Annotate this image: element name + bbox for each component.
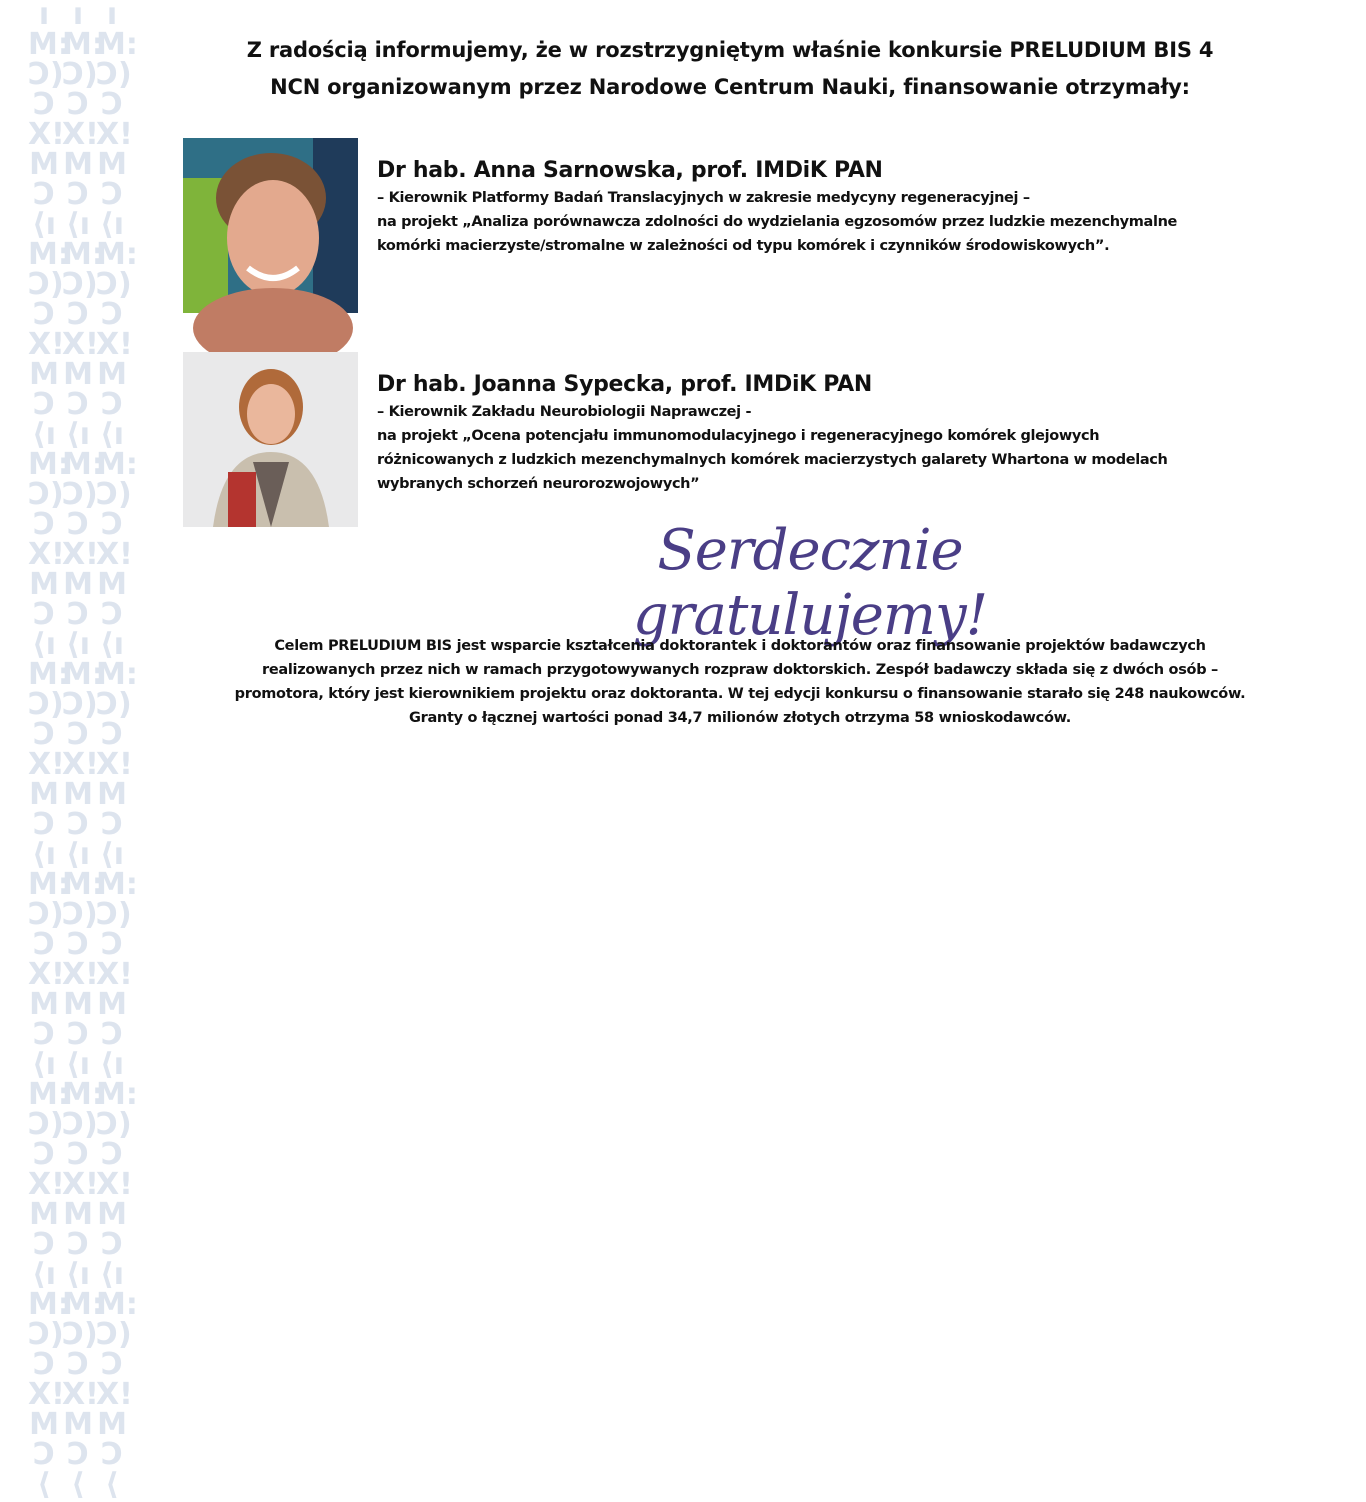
- program-description: [160, 634, 1320, 730]
- project-line: komórki macierzyste/stromalne w zależności od typu komórek i czynników środowiskowych”.: [377, 238, 1110, 254]
- awardee-role: – Kierownik Zakładu Neurobiologii Naprawczej -: [377, 404, 752, 420]
- decorative-pattern: [28, 0, 138, 1502]
- awardee-name: Dr hab. Joanna Sypecka, prof. IMDiK PAN: [377, 372, 872, 397]
- announcement-title: [150, 32, 1310, 106]
- description-line: Granty o łącznej wartości ponad 34,7 milionów złotych otrzyma 58 wnioskodawców.: [409, 710, 1071, 726]
- project-line: różnicowanych z ludzkich mezenchymalnych komórek macierzystych galarety Whartona w modelach: [377, 452, 1168, 468]
- pattern-column: ıM:Ɔ)ϽX!MƆ⟨ıM:Ɔ)ϽX!MƆ⟨ıM:Ɔ)ϽX!MƆ⟨ıM:Ɔ)ϽX!MƆ⟨ıM:Ɔ)ϽX!MƆ⟨ıM:Ɔ)ϽX!MƆ⟨ıM:Ɔ)ϽX!MƆ⟨: [28, 0, 70, 1502]
- awardee-role: – Kierownik Platformy Badań Translacyjnych w zakresie medycyny regeneracyjnej –: [377, 190, 1030, 206]
- description-line: Celem PRELUDIUM BIS jest wsparcie kształcenia doktorantek i doktorantów oraz finansowanie projektów badawczych: [274, 638, 1206, 654]
- awardee-name: Dr hab. Anna Sarnowska, prof. IMDiK PAN: [377, 158, 883, 183]
- description-line: promotora, który jest kierownikiem projektu oraz doktoranta. W tej edycji konkursu o finansowanie starało się 248 naukowców.: [234, 686, 1246, 702]
- photo-joanna-sypecka: [183, 352, 358, 527]
- description-line: realizowanych przez nich w ramach przygotowywanych rozpraw doktorskich. Zespół badawczy składa się z dwóch osób –: [262, 662, 1218, 678]
- title-line: NCN organizowanym przez Narodowe Centrum Nauki, finansowanie otrzymały:: [270, 75, 1190, 99]
- project-line: wybranych schorzeń neurorozwojowych”: [377, 476, 700, 492]
- title-line: Z radością informujemy, że w rozstrzygniętym właśnie konkursie PRELUDIUM BIS 4: [246, 38, 1214, 62]
- photo-anna-sarnowska: [183, 138, 358, 313]
- project-line: na projekt „Ocena potencjału immunomodulacyjnego i regeneracyjnego komórek glejowych: [377, 428, 1100, 444]
- pattern-column: ıM:Ɔ)ϽX!MƆ⟨ıM:Ɔ)ϽX!MƆ⟨ıM:Ɔ)ϽX!MƆ⟨ıM:Ɔ)ϽX!MƆ⟨ıM:Ɔ)ϽX!MƆ⟨ıM:Ɔ)ϽX!MƆ⟨ıM:Ɔ)ϽX!MƆ⟨: [62, 0, 104, 1502]
- congratulations-heading: Serdecznie gratulujemy!: [632, 518, 988, 648]
- pattern-column: ıM:Ɔ)ϽX!MƆ⟨ıM:Ɔ)ϽX!MƆ⟨ıM:Ɔ)ϽX!MƆ⟨ıM:Ɔ)ϽX!MƆ⟨ıM:Ɔ)ϽX!MƆ⟨ıM:Ɔ)ϽX!MƆ⟨ıM:Ɔ)ϽX!MƆ⟨: [96, 0, 138, 1502]
- project-line: na projekt „Analiza porównawcza zdolności do wydzielania egzosomów przez ludzkie mezenchymalne: [377, 214, 1178, 230]
